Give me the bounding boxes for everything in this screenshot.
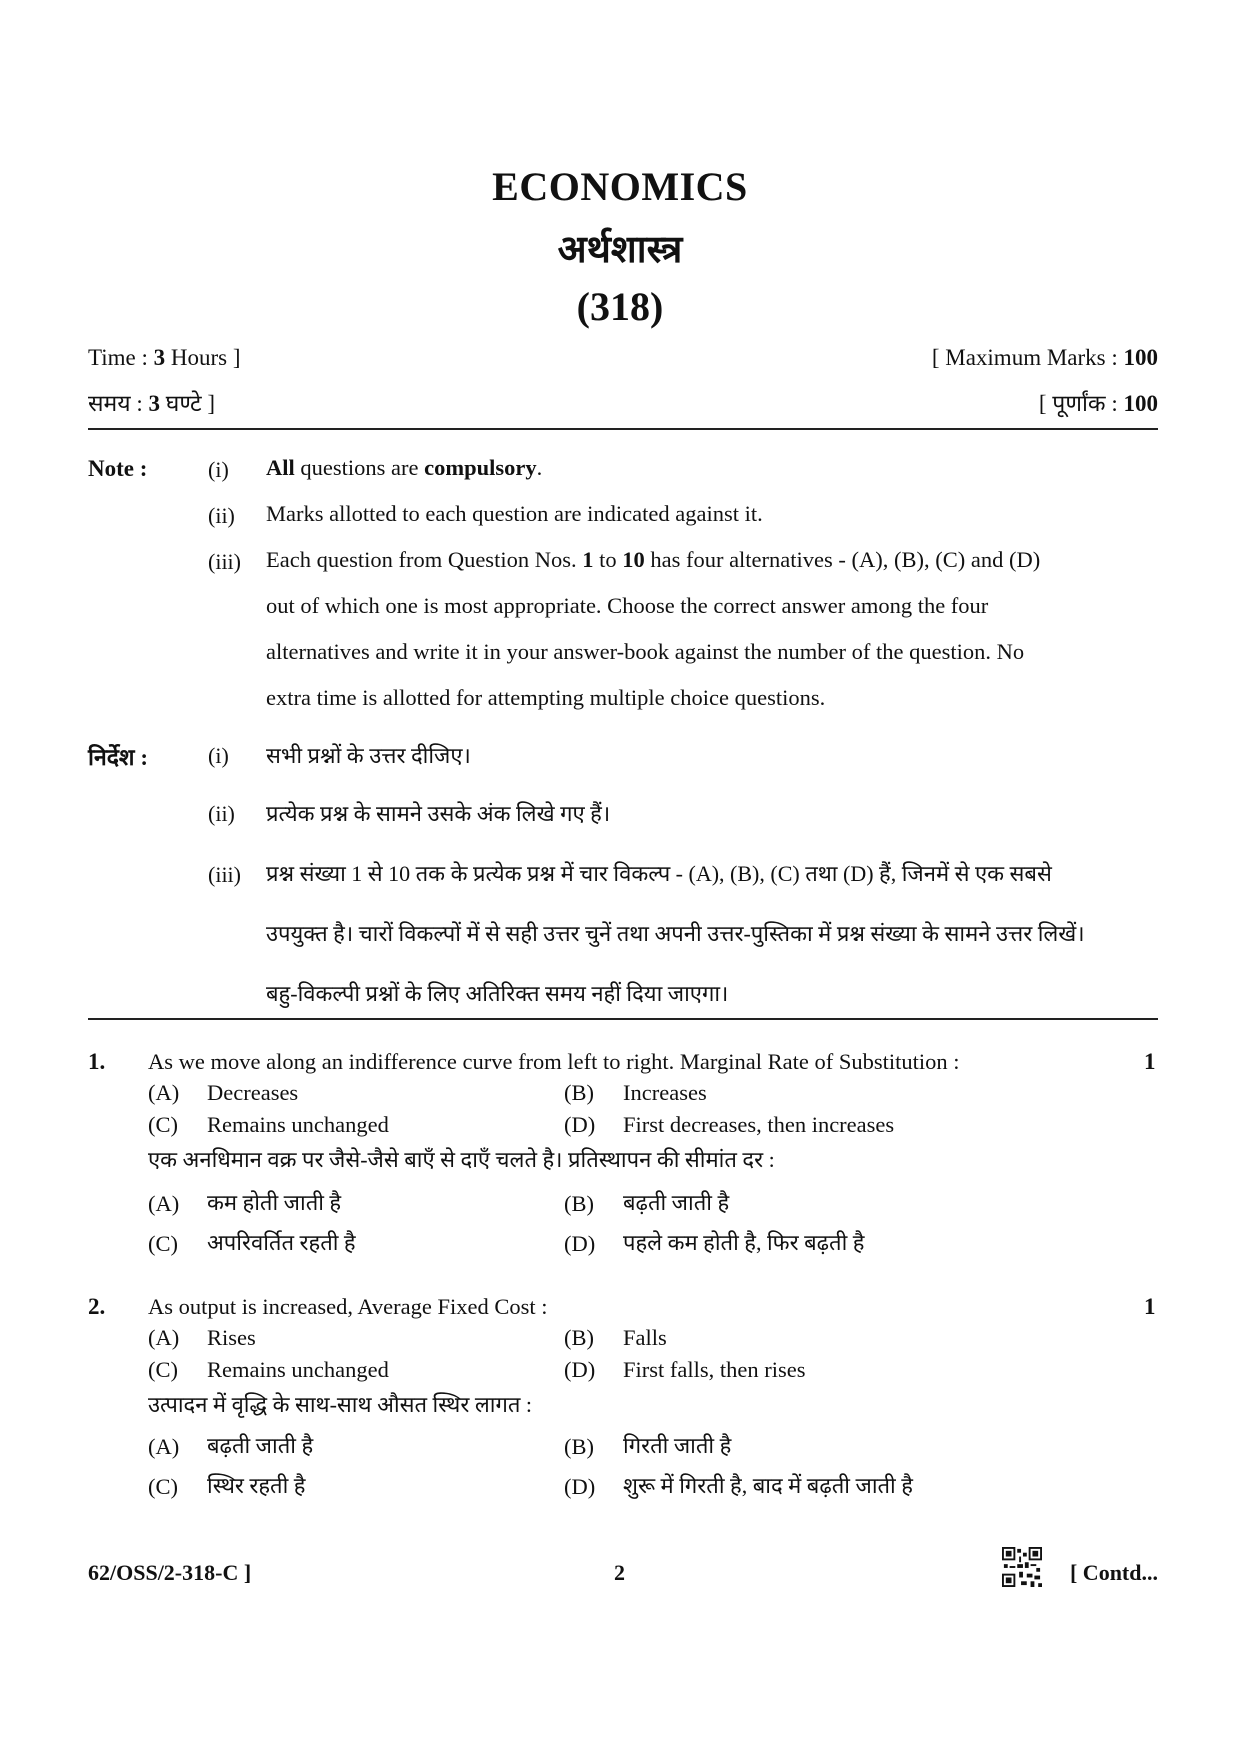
note-en-num-1: (i) <box>208 457 229 482</box>
q1-option-b-text-en: Increases <box>623 1080 707 1105</box>
notes-divider <box>88 1018 1158 1020</box>
note-hi-num-2: (ii) <box>208 801 235 826</box>
q2-option-b-label-hi: (B) <box>564 1434 594 1459</box>
max-marks-hindi: [ पूर्णांक : 100 <box>1038 391 1158 416</box>
question-1-text-english: As we move along an indifference curve from left to right. Marginal Rate of Substitution : <box>148 1049 960 1074</box>
q1-option-a-text-hi: कम होती जाती है <box>207 1190 342 1215</box>
note-hi-item-2: प्रत्येक प्रश्न के सामने उसके अंक लिखे गए हैं। <box>266 801 611 826</box>
header-divider <box>88 428 1158 430</box>
q2-option-d-text-hi: शुरू में गिरती है, बाद में बढ़ती जाती है <box>623 1473 913 1498</box>
note-hi-item-3-line-3: बहु-विकल्पी प्रश्नों के लिए अतिरिक्त समय नहीं दिया जाएगा। <box>266 981 729 1006</box>
q2-option-b-text-hi: गिरती जाती है <box>623 1433 732 1458</box>
note-hi-num-1: (i) <box>208 743 229 768</box>
q2-option-a-text-en: Rises <box>207 1325 256 1350</box>
continued-label: [ Contd... <box>1069 1560 1158 1585</box>
time-english: Time : 3 Hours ] <box>88 345 241 370</box>
max-marks-english: [ Maximum Marks : 100 <box>931 345 1158 370</box>
q2-option-d-label-hi: (D) <box>564 1474 596 1499</box>
q1-option-c-label-en: (C) <box>148 1112 178 1137</box>
q1-option-a-text-en: Decreases <box>207 1080 299 1105</box>
q2-option-a-label-hi: (A) <box>148 1434 180 1459</box>
note-en-item-3-line-1: Each question from Question Nos. 1 to 10 has four alternatives - (A), (B), (C) and (D) <box>266 547 1041 572</box>
note-en-item-3-line-2: out of which one is most appropriate. Choose the correct answer among the four <box>266 593 989 618</box>
q2-option-b-text-en: Falls <box>623 1325 667 1350</box>
note-en-num-2: (ii) <box>208 503 235 528</box>
q1-option-b-label-en: (B) <box>564 1080 594 1105</box>
q2-option-c-label-en: (C) <box>148 1357 178 1382</box>
note-en-num-3: (iii) <box>208 549 241 574</box>
q2-option-d-label-en: (D) <box>564 1357 596 1382</box>
note-hi-item-1: सभी प्रश्नों के उत्तर दीजिए। <box>266 743 471 768</box>
question-2-number: 2. <box>88 1294 106 1319</box>
q2-option-c-label-hi: (C) <box>148 1474 178 1499</box>
note-en-item-3-line-3: alternatives and write it in your answer-book against the number of the question. No <box>266 639 1025 664</box>
note-en-item-2: Marks allotted to each question are indicated against it. <box>266 501 763 526</box>
question-2-text-english: As output is increased, Average Fixed Cost : <box>148 1294 548 1319</box>
note-hi-item-3-line-2: उपयुक्त है। चारों विकल्पों में से सही उत्तर चुनें तथा अपनी उत्तर-पुस्तिका में प्रश्न संख्या के सामने उत्तर लिखें। <box>266 921 1085 946</box>
q1-option-c-text-en: Remains unchanged <box>207 1112 389 1137</box>
question-2-text-hindi: उत्पादन में वृद्धि के साथ-साथ औसत स्थिर लागत : <box>148 1392 533 1417</box>
paper-title-english: ECONOMICS <box>492 164 748 209</box>
note-label-english: Note : <box>88 456 148 481</box>
question-1-number: 1. <box>88 1049 106 1074</box>
q1-option-d-label-hi: (D) <box>564 1231 596 1256</box>
note-en-item-1: All questions are compulsory. <box>266 455 543 480</box>
q2-option-d-text-en: First falls, then rises <box>623 1357 806 1382</box>
note-hi-num-3: (iii) <box>208 862 241 887</box>
page-number: 2 <box>614 1560 625 1585</box>
q1-option-a-label-hi: (A) <box>148 1191 180 1216</box>
q2-option-c-text-en: Remains unchanged <box>207 1357 389 1382</box>
q2-option-a-text-hi: बढ़ती जाती है <box>207 1433 314 1458</box>
note-hi-item-3-line-1: प्रश्न संख्या 1 से 10 तक के प्रत्येक प्रश्न में चार विकल्प - (A), (B), (C) तथा (D) हैं, जिनमें से एक सबसे <box>266 861 1052 886</box>
note-en-item-3-line-4: extra time is allotted for attempting multiple choice questions. <box>266 685 826 710</box>
question-1-marks: 1 <box>1144 1049 1156 1074</box>
paper-code: (318) <box>576 284 664 329</box>
q1-option-d-label-en: (D) <box>564 1112 596 1137</box>
time-hindi: समय : 3 घण्टे ] <box>88 391 216 416</box>
q1-option-a-label-en: (A) <box>148 1080 180 1105</box>
q2-option-c-text-hi: स्थिर रहती है <box>207 1473 306 1498</box>
q1-option-b-label-hi: (B) <box>564 1191 594 1216</box>
q1-option-d-text-en: First decreases, then increases <box>623 1112 895 1137</box>
q2-option-b-label-en: (B) <box>564 1325 594 1350</box>
paper-title-hindi: अर्थशास्त्र <box>557 229 683 271</box>
q1-option-c-text-hi: अपरिवर्तित रहती है <box>207 1230 356 1255</box>
paper-code-footer: 62/OSS/2-318-C ] <box>88 1560 252 1585</box>
question-1-text-hindi: एक अनधिमान वक्र पर जैसे-जैसे बाएँ से दाएँ चलते है। प्रतिस्थापन की सीमांत दर : <box>148 1147 775 1172</box>
q1-option-b-text-hi: बढ़ती जाती है <box>623 1190 730 1215</box>
q1-option-d-text-hi: पहले कम होती है, फिर बढ़ती है <box>623 1230 865 1255</box>
q1-option-c-label-hi: (C) <box>148 1231 178 1256</box>
question-2-marks: 1 <box>1144 1294 1156 1319</box>
note-label-hindi: निर्देश : <box>88 745 148 770</box>
qr-code-icon <box>1002 1547 1042 1587</box>
q2-option-a-label-en: (A) <box>148 1325 180 1350</box>
